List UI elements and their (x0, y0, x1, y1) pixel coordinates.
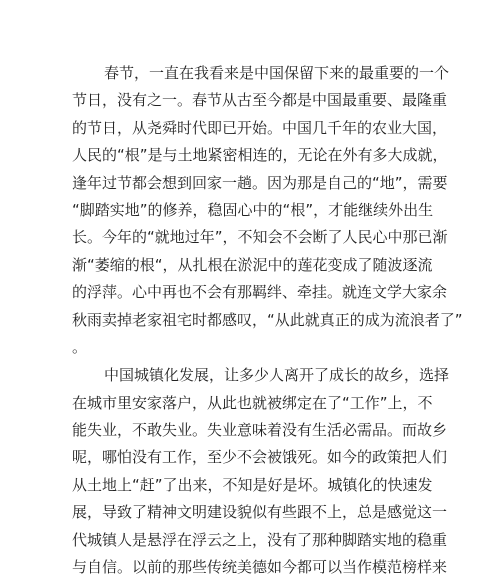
text-line: 从土地上“赶”了出来，不知是好是坏。城镇化的快速发 (72, 475, 433, 494)
text-line: 节日，没有之一。春节从古至今都是中国最重要、最隆重 (72, 91, 448, 110)
text-line: 中国城镇化发展，让多少人离开了成长的故乡，选择 (104, 366, 450, 385)
text-line: 的浮萍。心中再也不会有那羁绊、牵挂。就连文学大家余 (72, 283, 448, 302)
text-line: “脚踏实地”的修养，稳固心中的“根”，才能继续外出生 (72, 200, 434, 219)
paragraph-urbanization (72, 362, 450, 581)
text-line: 渐“萎缩的根“，从扎根在淤泥中的莲花变成了随波逐流 (72, 255, 433, 274)
text-line: 的节日，从尧舜时代即已开始。中国几千年的农业大国， (72, 118, 448, 137)
essay-body (72, 60, 463, 581)
text-line: 在城市里安家落户，从此也就被绑定在了“工作”上，不 (72, 393, 433, 412)
text-line: 春节，一直在我看来是中国保留下来的最重要的一个 (104, 64, 450, 82)
text-line: 。 (72, 337, 88, 356)
text-line: 人民的“根”是与土地紧密相连的，无论在外有多大成就， (72, 146, 448, 165)
text-line: 代城镇人是悬浮在浮云之上，没有了那种脚踏实地的稳重 (72, 530, 448, 549)
text-line: 展，导致了精神文明建设貌似有些跟不上，总是感觉这一 (72, 503, 448, 522)
text-line: 长。今年的“就地过年”，不知会不会断了人民心中那已渐 (72, 228, 448, 247)
text-line: 秋雨卖掉老家祖宅时都感叹，“从此就真正的成为流浪者了” (72, 310, 463, 329)
text-line: 能失业，不敢失业。失业意味着没有生活必需品。而故乡 (72, 421, 448, 440)
text-line: 呢，哪怕没有工作，至少不会被饿死。如今的政策把人们 (72, 448, 448, 467)
text-line: 逢年过节都会想到回家一趟。因为那是自己的“地”，需要 (72, 173, 448, 192)
paragraph-spring-festival (72, 60, 463, 361)
text-line: 与自信。以前的那些传统美德如今都可以当作模范榜样来 (72, 558, 448, 577)
